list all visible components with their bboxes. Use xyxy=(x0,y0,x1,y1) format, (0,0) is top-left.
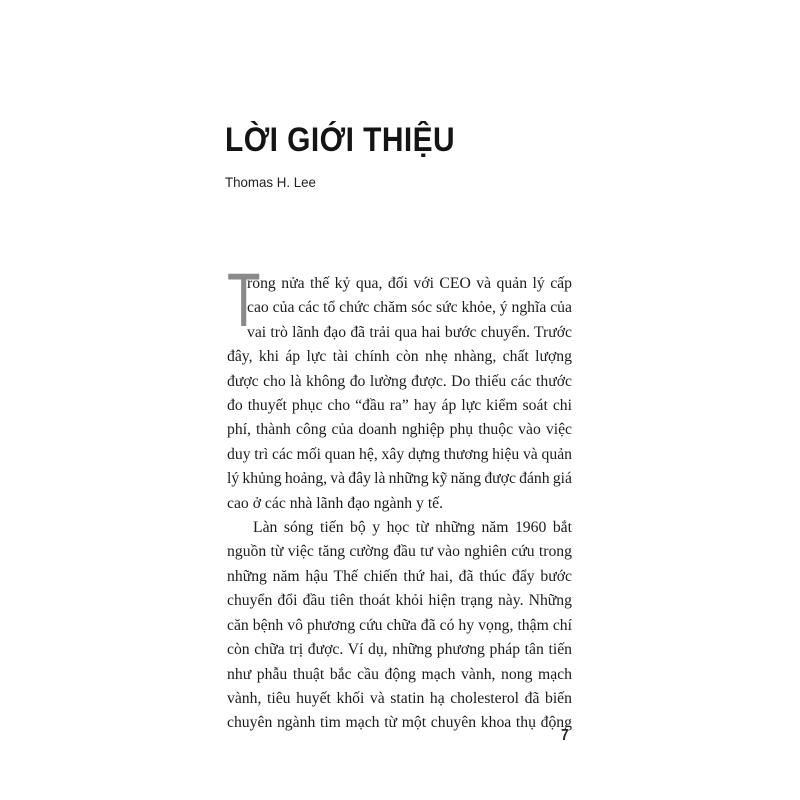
page-number: 7 xyxy=(561,727,569,744)
body-text xyxy=(227,258,572,736)
text-line: những năm hậu Thế chiến thứ hai, đã thúc đẩy bước xyxy=(227,567,572,585)
text-line: phí, thành công của doanh nghiệp phụ thuộc vào việc xyxy=(227,421,572,439)
text-line: nguồn từ việc tăng cường đầu tư vào nghiên cứu trong xyxy=(227,543,572,561)
text-line: được cho là không đo lường được. Do thiếu các thước xyxy=(227,372,572,390)
chapter-author: Thomas H. Lee xyxy=(225,174,316,190)
chapter-title: LỜI GIỚI THIỆU xyxy=(225,121,456,159)
text-line: chuyển đổi đầu tiên thoát khỏi hiện trạng này. Những xyxy=(227,592,572,610)
text-line: Làn sóng tiến bộ y học từ những năm 1960 bắt xyxy=(253,519,572,537)
paragraph-1 xyxy=(227,258,572,516)
text-line: như phẫu thuật bắc cầu động mạch vành, nong mạch xyxy=(227,665,572,683)
drop-cap-letter: T xyxy=(227,258,261,343)
paragraph-2 xyxy=(227,516,572,736)
text-line: duy trì các mối quan hệ, xây dựng thương hiệu và quản xyxy=(227,445,572,463)
text-line: vai trò lãnh đạo đã trải qua hai bước chuyển. Trước xyxy=(247,323,572,341)
text-line: đây, khi áp lực tài chính còn nhẹ nhàng, chất lượng xyxy=(227,348,572,366)
text-line: lý khủng hoảng, và đây là những kỹ năng được đánh giá xyxy=(227,470,572,488)
text-line: cao ở các nhà lãnh đạo ngành y tế. xyxy=(227,494,444,512)
text-line: rong nửa thế kỷ qua, đối với CEO và quản lý cấp xyxy=(247,275,572,292)
text-line: đo thuyết phục cho “đầu ra” hay áp lực kiểm soát chi xyxy=(227,397,572,415)
text-line: chuyên ngành tim mạch từ một chuyên khoa thụ động xyxy=(227,714,572,732)
text-line: cao của các tổ chức chăm sóc sức khỏe, ý nghĩa của xyxy=(247,299,572,317)
text-line: căn bệnh vô phương cứu chữa đã có hy vọng, thậm chí xyxy=(227,616,572,634)
text-line: còn chữa trị được. Ví dụ, những phương pháp tân tiến xyxy=(227,641,572,659)
text-line: vành, tiêu huyết khối và statin hạ cholesterol đã biến xyxy=(227,689,572,707)
